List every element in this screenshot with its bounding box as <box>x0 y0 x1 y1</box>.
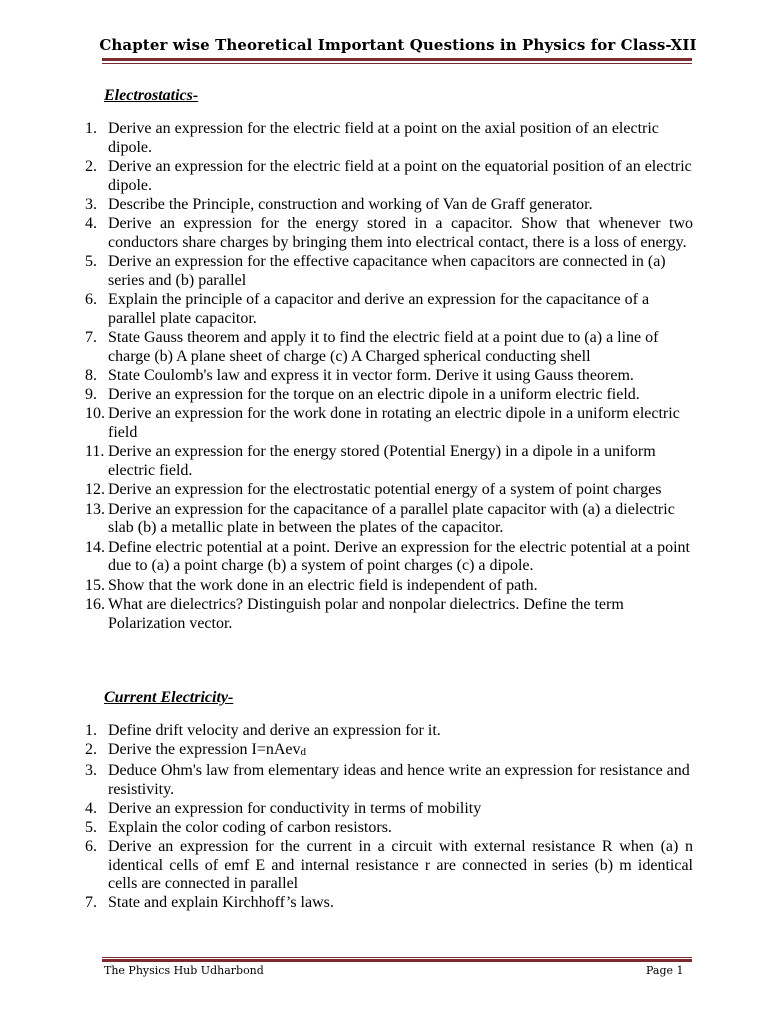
list-item: 5. Explain the color coding of carbon resistors. <box>85 818 392 836</box>
list-item: 13. Derive an expression for the capacitance of a parallel plate capacitor with (a) a dielectric slab (b) a metallic plate in between the plates of the capacitor. <box>85 500 675 537</box>
list-item: 3. Deduce Ohm's law from elementary ideas and hence write an expression for resistance and resistivity. <box>85 761 690 798</box>
list-item: 11. Derive an expression for the energy stored (Potential Energy) in a dipole in a uniform electric field. <box>85 443 656 480</box>
list-item: 7. State Gauss theorem and apply it to find the electric field at a point due to (a) a line of charge (b) A plane sheet of charge (c) A Charged spherical conducting shell <box>85 329 659 365</box>
list-item: 2. Derive the expression I=nAevd <box>85 740 307 758</box>
header-rule-thick <box>102 58 692 61</box>
footer-page-number: Page 1 <box>646 964 684 977</box>
list-item: 8. State Coulomb's law and express it in vector form. Derive it using Gauss theorem. <box>85 367 634 385</box>
list-item: 2. Derive an expression for the electric field at a point on the equatorial position of an electric dipole. <box>85 157 692 194</box>
footer-rule-thin <box>102 957 692 958</box>
list-item: 12. Derive an expression for the electrostatic potential energy of a system of point charges <box>85 481 662 499</box>
list-item: 14. Define electric potential at a point. Derive an expression for the electric potential at a point due to (a) a point charge (b) a system of point charges (c) a dipole. <box>85 538 690 575</box>
list-item: 15. Show that the work done in an electric field is independent of path. <box>85 576 538 594</box>
list-item: 5. Derive an expression for the effective capacitance when capacitors are connected in (a) series and (b) parallel <box>85 253 666 289</box>
footer-rule-thick <box>102 959 692 962</box>
list-item: 16. What are dielectrics? Distinguish polar and nonpolar dielectrics. Define the term Polarization vector. <box>85 595 624 632</box>
list-item: 4. Derive an expression for the energy stored in a capacitor. Show that whenever two conductors share charges by bringing them into electrical contact, there is a loss of energy. <box>85 215 693 251</box>
footer-publisher: The Physics Hub Udharbond <box>104 964 264 977</box>
list-item: 7. State and explain Kirchhoff’s laws. <box>85 894 334 912</box>
page-header-title: Chapter wise Theoretical Important Questions in Physics for Class-XII <box>99 36 697 54</box>
subscript-d: d <box>300 745 307 758</box>
list-item: 9. Derive an expression for the torque on an electric dipole in a uniform electric field. <box>85 386 640 404</box>
list-item: 10. Derive an expression for the work done in rotating an electric dipole in a uniform electric field <box>85 405 680 442</box>
section-title-electrostatics: Electrostatics- <box>104 87 199 104</box>
list-item: 1. Derive an expression for the electric field at a point on the axial position of an electric dipole. <box>85 120 659 156</box>
list-item: 6. Explain the principle of a capacitor and derive an expression for the capacitance of a parallel plate capacitor. <box>85 291 650 327</box>
electrostatics-question-list <box>85 120 693 634</box>
current-electricity-question-list <box>85 722 693 913</box>
list-item: 3. Describe the Principle, construction and working of Van de Graff generator. <box>85 195 593 213</box>
list-item: 1. Define drift velocity and derive an expression for it. <box>85 722 441 739</box>
list-item: 4. Derive an expression for conductivity in terms of mobility <box>85 799 482 817</box>
list-item: 6. Derive an expression for the current in a circuit with external resistance R when (a) n identical cells of emf E and internal resistance r are connected in series (b) m identical cells are connected in parallel <box>85 837 693 893</box>
header-rule-thin <box>102 63 692 64</box>
section-title-current-electricity: Current Electricity- <box>104 689 234 706</box>
